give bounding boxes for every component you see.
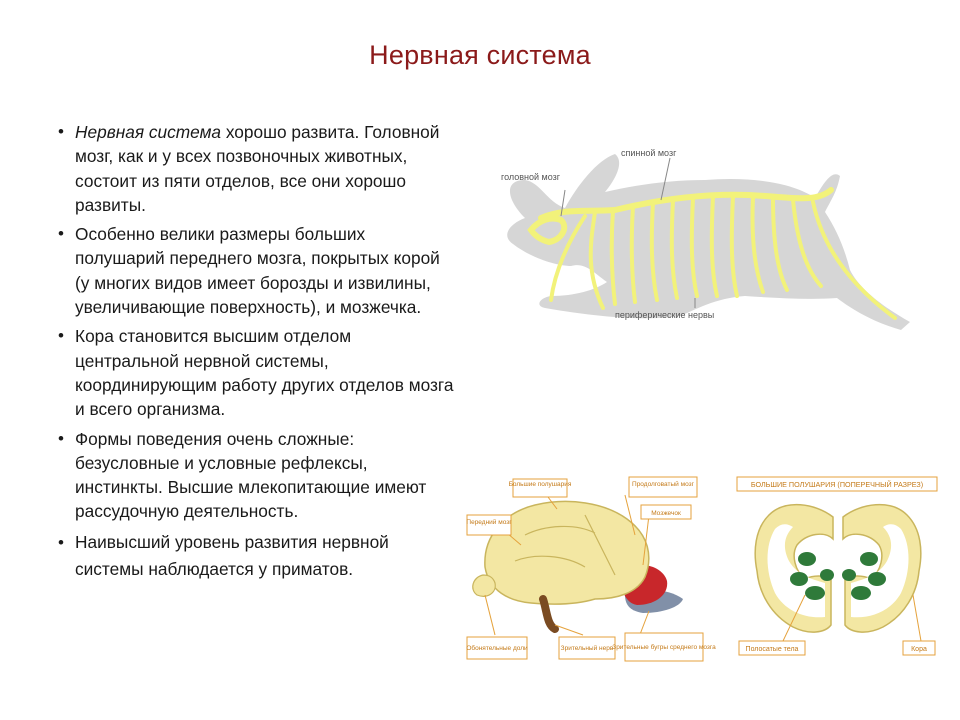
rabbit-nervous-system-diagram	[465, 140, 925, 340]
bullet-lead-italic: Нервная система	[75, 122, 222, 142]
label-brain: головной мозг	[501, 172, 561, 182]
label-forebrain: Передний мозг	[466, 519, 512, 526]
label-hemispheres: Большие полушария	[508, 481, 572, 488]
leader-line	[555, 625, 583, 635]
label-spinal-cord: спинной мозг	[621, 148, 677, 158]
label-olfactory-lobes: Обонятельные доли	[466, 645, 528, 652]
bullet-item	[58, 222, 458, 319]
hemispheres-cross-section-diagram	[735, 475, 940, 660]
label-optic-tubercles: Зрительные бугры среднего мозга	[612, 644, 716, 651]
bullet-item	[58, 324, 458, 421]
label-section-title: БОЛЬШИЕ ПОЛУШАРИЯ (ПОПЕРЕЧНЫЙ РАЗРЕЗ)	[750, 480, 924, 489]
leader-line	[485, 595, 495, 635]
page-title: Нервная система	[369, 40, 591, 70]
label-cortex: Кора	[911, 646, 927, 653]
bullet-item	[58, 529, 458, 583]
bullet-item	[58, 120, 458, 217]
bullet-item	[58, 427, 458, 524]
label-medulla: Продолговатый мозг	[632, 481, 694, 488]
bullet-text: Наивысший уровень развития нервной системы наблюдается у приматов.	[75, 531, 389, 579]
bullet-list	[58, 120, 458, 588]
bullet-text: Кора становится высшим отделом центральной нервной системы, координирующим работу других отделов мозга и всего организма.	[75, 326, 454, 420]
label-optic-nerve: Зрительный нерв	[560, 645, 614, 652]
bullet-text: Особенно велики размеры больших полушарий переднего мозга, покрытых корой (у многих видов имеет борозды и извилины, увеличивающие поверхность), и мозжечка.	[75, 224, 440, 318]
bullet-text: Формы поведения очень сложные: безусловные и условные рефлексы, инстинкты. Высшие млекопитающие имеют рассудочную деятельность.	[75, 428, 427, 522]
label-striatum: Полосатые тела	[745, 646, 799, 653]
brain-side-view-diagram	[465, 475, 716, 665]
bullet-text: хорошо развита. Головной мозг, как и у всех позвоночных животных, состоит из пяти отделов, все они хорошо развиты.	[75, 122, 440, 215]
olfactory-lobe-shape	[473, 575, 496, 596]
label-peripheral-nerves: периферические нервы	[615, 310, 715, 320]
label-cerebellum: Мозжечок	[651, 510, 681, 517]
leader-line	[913, 595, 921, 641]
